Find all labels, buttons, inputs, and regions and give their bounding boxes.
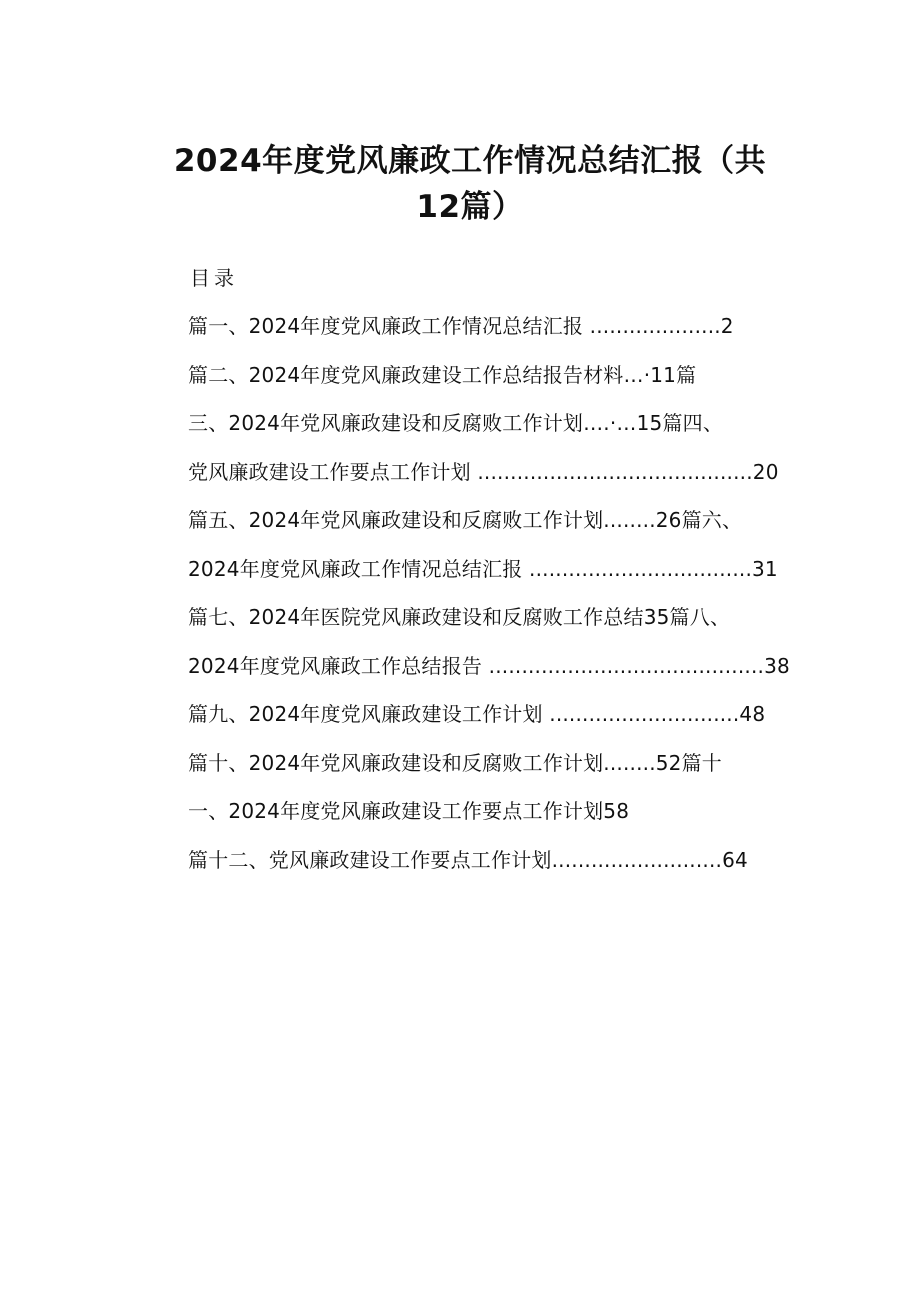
table-of-contents <box>188 306 788 888</box>
toc-line: 篇十、2024年党风廉政建设和反腐败工作计划........52篇十 <box>188 750 723 775</box>
toc-line: 篇二、2024年度党风廉政建设工作总结报告材料…·11篇 <box>188 362 697 387</box>
toc-heading: 目录 <box>190 266 238 290</box>
toc-line: 一、2024年度党风廉政建设工作要点工作计划58 <box>188 799 630 823</box>
document-title <box>150 138 790 230</box>
toc-line: 三、2024年党风廉政建设和反腐败工作计划….·…15篇四、 <box>188 411 724 435</box>
toc-line: 篇五、2024年党风廉政建设和反腐败工作计划........26篇六、 <box>188 508 743 532</box>
toc-line: 党风廉政建设工作要点工作计划 ..........................................20 <box>188 459 779 484</box>
toc-line: 篇十二、党风廉政建设工作要点工作计划..........................64 <box>188 847 748 872</box>
title-line-1: 2024年度党风廉政工作情况总结汇报（共 <box>173 143 767 179</box>
toc-line: 2024年度党风廉政工作情况总结汇报 ..................................31 <box>188 556 778 581</box>
toc-line: 2024年度党风廉政工作总结报告 ..........................................38 <box>188 653 790 678</box>
title-line-2: 12篇） <box>416 189 524 225</box>
toc-line: 篇七、2024年医院党风廉政建设和反腐败工作总结35篇八、 <box>188 605 731 629</box>
toc-line: 篇一、2024年度党风廉政工作情况总结汇报 ....................2 <box>188 314 734 338</box>
toc-line: 篇九、2024年度党风廉政建设工作计划 .............................48 <box>188 702 766 726</box>
